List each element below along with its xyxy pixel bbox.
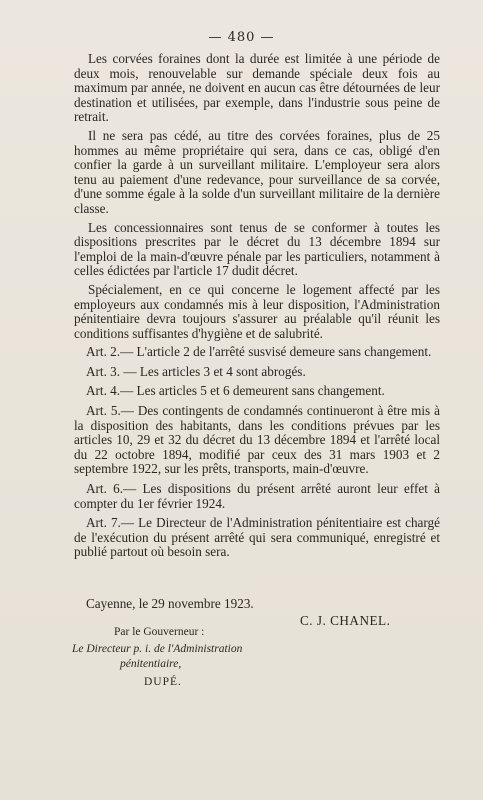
signature-line-3: pénitentiaire, bbox=[120, 658, 182, 670]
paragraph: Les corvées foraines dont la durée est limitée à une période de deux mois, renouvelable sur demande spéciale deux fois au maximum par année, ne doivent en aucun cas être détournées de leur destination et utilisées, par exemple, dans l'industrie sous peine de retrait. bbox=[74, 51, 440, 125]
paragraph: Les concessionnaires sont tenus de se conformer à toutes les dispositions prescrites par le décret du 13 décembre 1894 sur l'emploi de la main-d'œuvre pénale par les particuliers, notamment à celles édictées par l'article 17 dudit décret. bbox=[74, 219, 440, 279]
signature-line-4: DUPÉ. bbox=[144, 676, 182, 688]
article-3: Art. 3. — Les articles 3 et 4 sont abrogés. bbox=[86, 363, 306, 379]
article-7: Art. 7.— Le Directeur de l'Administration pénitentiaire est chargé de l'exécution du présent arrêté qui sera communiqué, enregistré et publié partout où besoin sera. bbox=[74, 515, 440, 560]
document-body bbox=[74, 52, 440, 565]
article-6: Art. 6.— Les dispositions du présent arrêté auront leur effet à compter du 1er février 1924. bbox=[74, 481, 440, 511]
paragraph: Spécialement, en ce qui concerne le logement affecté par les employeurs aux condamnés mis à leur disposition, l'Administration pénitentiaire devra toujours s'assurer au préalable qu'il réunit les conditions suffisantes d'hygiène et de salubrité. bbox=[74, 281, 440, 341]
article-5: Art. 5.— Des contingents de condamnés continueront à être mis à la disposition des habitants, dans les conditions prévues par les articles 10, 29 et 32 du décret du 13 décembre 1894 et l'arrêté local du 22 octobre 1894, modifié par ceux des 31 mars 1903 et 2 septembre 1922, sur les prêts, transports, main-d'œuvre. bbox=[74, 403, 440, 477]
signer-name: C. J. CHANEL. bbox=[300, 613, 391, 628]
article-2: Art. 2.— L'article 2 de l'arrêté susvisé demeure sans changement. bbox=[86, 344, 432, 360]
page-number: — 480 — bbox=[208, 30, 275, 45]
article-4: Art. 4.— Les articles 5 et 6 demeurent sans changement. bbox=[86, 383, 385, 399]
signature-line-2: Le Directeur p. i. de l'Administration bbox=[72, 643, 243, 655]
signature-line-1: Par le Gouverneur : bbox=[114, 626, 205, 638]
paragraph: Il ne sera pas cédé, au titre des corvées foraines, plus de 25 hommes au même propriétaire qui sera, dans ce cas, obligé d'en confier la garde à un surveillant militaire. L'employeur sera alors tenu au paiement d'une redevance, pour surveillance de sa corvée, d'une somme égale à la solde d'un surveillant militaire de la dernière classe. bbox=[74, 127, 440, 216]
place-date: Cayenne, le 29 novembre 1923. bbox=[86, 596, 254, 611]
